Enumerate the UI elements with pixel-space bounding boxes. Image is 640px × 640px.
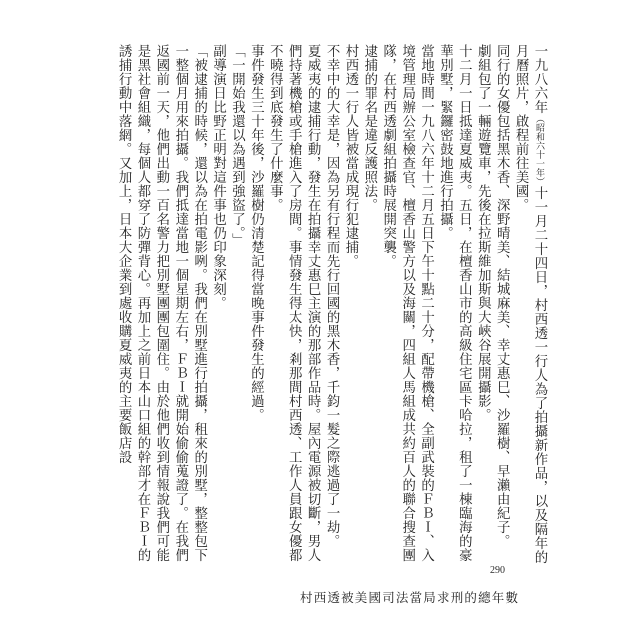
running-footer-title: 村西透被美國司法當局求刑的總年數 <box>300 590 520 605</box>
paragraph-9: 夏威夷的逮捕行動，發生在拍攝幸丈惠巳主演的那部作品時。屋內電源被切斷，男人們持著機槍或手槍進入了房間。事情發生得太快，剎那間村西透、工作人員跟女優都不曉得到底發生了什麼事。 <box>267 44 321 562</box>
paragraph-10: 事件發生三十年後，沙羅樹仍清楚記得當晚事件發生的經過。 <box>248 44 264 422</box>
vertical-body-text <box>80 44 548 574</box>
paragraph-8: 不幸中的大幸是，因為另有行程而先行回國的黑木香，千鈞一髮之際逃過了一劫。 <box>324 44 340 548</box>
paragraph-6: 逮捕的罪名是違反護照法。 <box>361 44 377 212</box>
era-note: （昭和六十一年） <box>534 114 544 186</box>
paragraph-12: 副導演日比野正明對這件事也仍印象深刻。 <box>210 44 226 310</box>
paragraph-3: 劇組包了一輛遊覽車，先後在拉斯維加斯與大峽谷展開攝影。 <box>475 44 491 422</box>
paragraph-11: 「一開始我還以為遇到強盜了。」 <box>229 44 245 248</box>
page-number: 290 <box>490 565 505 576</box>
paragraph-1: 一九八六年（昭和六十一年）十一月二十四日，村西透一行人為了拍攝新作品，以及隔年的月曆照片，啟程前往美國。 <box>513 44 547 564</box>
paragraph-2: 同行的女優包括黑木香、深野晴美、結城麻美、幸丈惠巳、沙羅樹、早瀨由紀子。 <box>494 44 510 548</box>
paragraph-13: 「被逮捕的時候，還以為在拍電影咧。我們在別墅進行拍攝，租來的別墅，整整包下一整個月用來拍攝。我們抵達當地一個星期左右，ＦＢＩ就開始偷偷蒐證了。在我們返國前一天，他們出動一百名警力把別墅團團包圍住。由於他們收到情報說我們可能是黑社會組織，每個人都穿了防彈背心。再加上之前日本山口組的幹部才在ＦＢＩ的誘捕行動中落網。又加上，日本大企業到處收購夏威夷的主要飯店設 <box>116 44 207 562</box>
paragraph-4: 十二月一日抵達夏威夷。五日，在檀香山市的高級住宅區卡哈拉，租了一棟臨海的豪華別墅，緊鑼密鼓地進行拍攝。 <box>437 44 472 562</box>
paragraph-7: 村西透一行人皆被當成現行犯逮捕。 <box>342 44 358 268</box>
paragraph-5: 當地時間一九八六年十二月五日下午十點二十分，配帶機槍、全副武裝的ＦＢＩ、入境管理局辦公室檢查官、檀香山警方以及海關，四組人馬組成共約百人的聯合搜查團隊，在村西透劇組拍攝時展開突襲。 <box>380 44 434 562</box>
